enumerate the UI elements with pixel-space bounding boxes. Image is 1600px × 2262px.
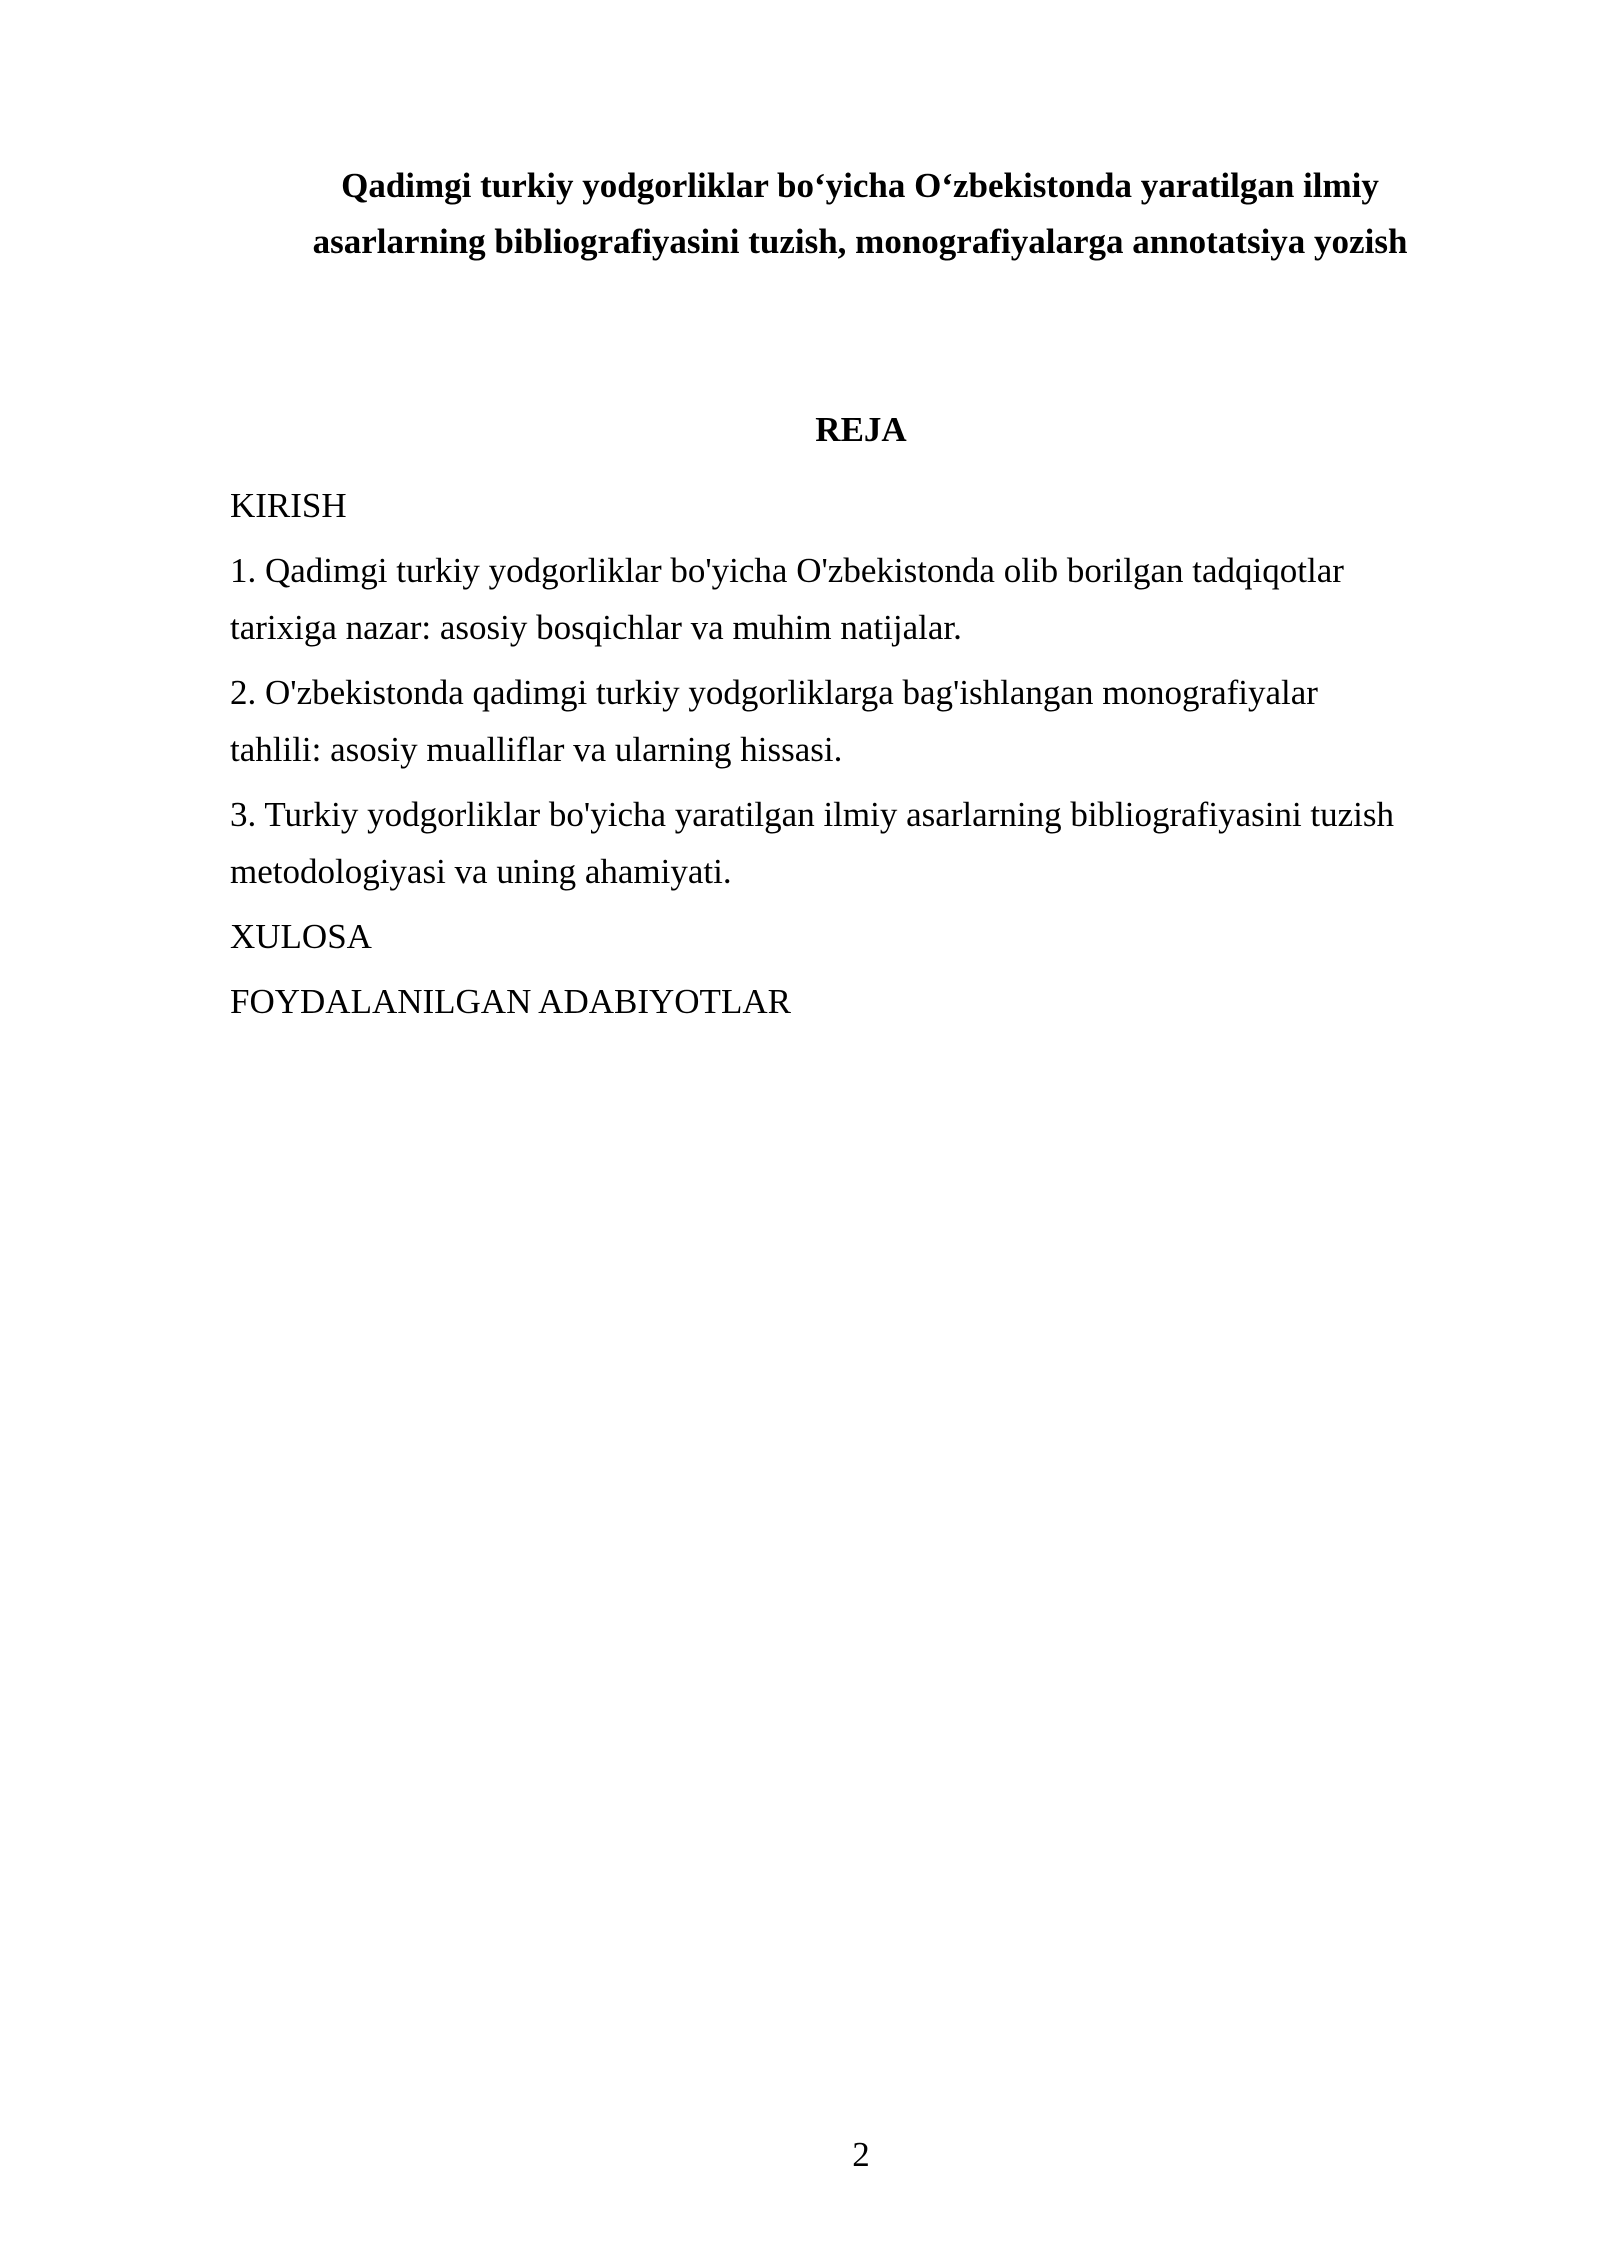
plan-item-line: 3. Turkiy yodgorliklar bo'yicha yaratilgan ilmiy asarlarning bibliografiyasini tuzish [230,795,1395,834]
plan-item-line: tarixiga nazar: asosiy bosqichlar va muhim natijalar. [230,608,962,647]
plan-item-line: FOYDALANILGAN ADABIYOTLAR [230,982,791,1021]
plan-item-line: KIRISH [230,486,347,525]
plan-item-3 [230,786,1530,900]
plan-item-line: XULOSA [230,917,372,956]
plan-item-line: 1. Qadimgi turkiy yodgorliklar bo'yicha O'zbekistonda olib borilgan tadqiqotlar [230,551,1344,590]
plan-item-2 [230,664,1530,778]
document-title-line: Qadimgi turkiy yodgorliklar bo‘yicha O‘zbekistonda yaratilgan ilmiy [341,166,1379,205]
document-title [230,158,1490,270]
plan-item-introduction [230,477,1530,534]
plan-item-line: tahlili: asosiy mualliflar va ularning hissasi. [230,730,843,769]
plan-item-references [230,973,1530,1030]
plan-heading: REJA [815,410,907,449]
plan-item-line: 2. O'zbekistonda qadimgi turkiy yodgorliklarga bag'ishlangan monografiyalar [230,673,1318,712]
plan-item-1 [230,542,1530,656]
page-number: 2 [852,2135,870,2174]
plan-list [230,477,1530,1038]
plan-item-conclusion [230,908,1530,965]
plan-item-line: metodologiyasi va uning ahamiyati. [230,852,732,891]
document-title-line: asarlarning bibliografiyasini tuzish, monografiyalarga annotatsiya yozish [312,222,1408,261]
